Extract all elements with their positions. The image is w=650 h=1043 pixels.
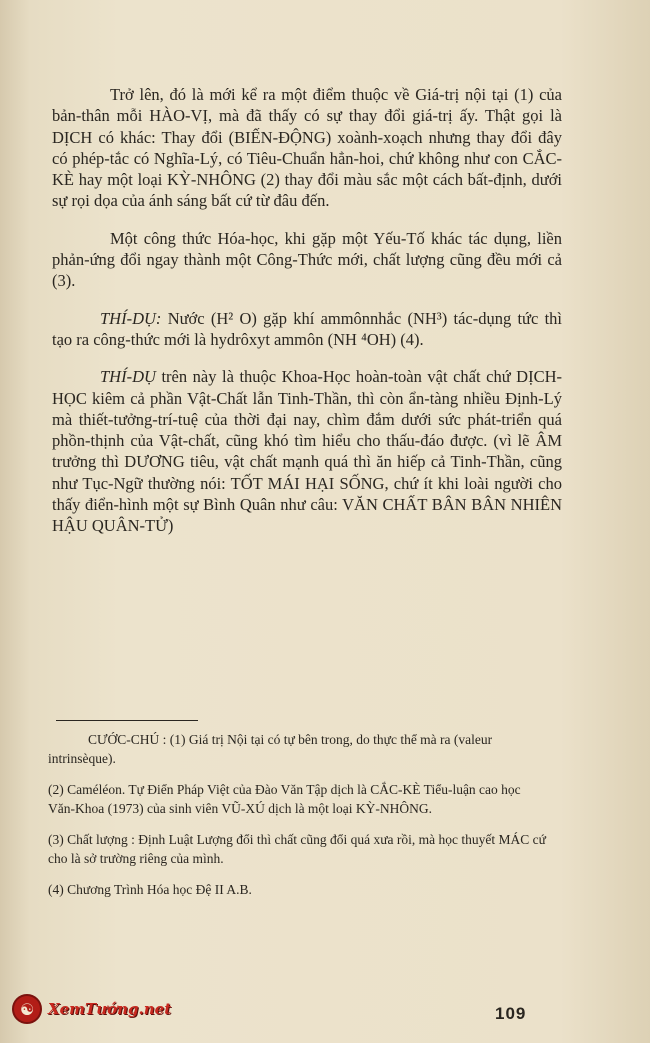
footnote-4: (4) Chương Trình Hóa học Đệ II A.B. <box>48 882 252 897</box>
main-text <box>52 84 562 553</box>
footnote-2: (2) Caméléon. Tự Điển Pháp Việt của Đào Văn Tập dịch là CẮC-KÈ Tiểu-luận cao học Văn-Khoa (1973) của sinh viên VŨ-XÚ dịch là một loại KỲ-NHÔNG. <box>48 782 521 816</box>
example-2-label: THÍ-DỤ <box>100 367 156 387</box>
paragraph-2: Một công thức Hóa-học, khi gặp một Yếu-Tố khác tác dụng, liền phản-ứng đổi ngay thành một Công-Thức mới, chất lượng cũng đều mới cả (3). <box>52 228 562 291</box>
footnotes <box>48 730 548 911</box>
example-2 <box>52 366 562 536</box>
example-1 <box>52 308 562 351</box>
example-1-label: THÍ-DỤ: <box>100 308 162 328</box>
example-2-text: trên này là thuộc Khoa-Học hoàn-toàn vật chất chứ DỊCH-HỌC kiêm cả phần Vật-Chất lẫn Tinh-Thần, thì còn ẩn-tàng nhiều Định-Lý mà thiết-tưởng-trí-tuệ của thời đại nay, chìm đắm dưới sức phát-triển quá phồn-thịnh của Vật-chất, cũng khó tìm hiểu cho thấu-đáo được. (vì lẽ ÂM trưởng thì DƯƠNG tiêu, vật chất mạnh quá thì ăn hiếp cả Tinh-Thần, cũng như Tục-Ngữ thường nói: TỐT MÁI HẠI SỐNG, chứ ít khi loài người cho thấy điển-hình một sự Bình Quân như câu: VĂN CHẤT BÂN BÂN NHIÊN HẬU QUÂN-TỬ) <box>52 367 562 536</box>
watermark-logo <box>12 994 171 1024</box>
yin-yang-icon: ☯ <box>12 994 42 1024</box>
page-number: 109 <box>495 1004 527 1023</box>
footnote-divider <box>56 720 198 721</box>
footnote-3: (3) Chất lượng : Định Luật Lượng đổi thì chất cũng đổi quá xưa rồi, mà học thuyết MÁC cứ cho là sở trường riêng của mình. <box>48 832 546 866</box>
watermark-text: XemTướng.net <box>48 1000 172 1018</box>
footnote-1: CƯỚC-CHÚ : (1) Giá trị Nội tại có tự bên trong, do thực thể mà ra (valeur intrinsèque). <box>48 732 493 766</box>
paragraph-1: Trở lên, đó là mới kể ra một điểm thuộc về Giá-trị nội tại (1) của bản-thân mỗi HÀO-VỊ, mà đã thấy có sự thay đổi giá-trị ấy. Thật gọi là DỊCH có khác: Thay đổi (BIẾN-ĐỘNG) xoành-xoạch nhưng thay đổi đây có phép-tắc có Nghĩa-Lý, có Tiêu-Chuẩn hẳn-hoi, chứ không như con CẮC-KÈ hay một loại KỲ-NHÔNG (2) thay đổi màu sắc một cách bất-định, dưới sự rọi dọa của ánh sáng bất cứ từ đâu đến. <box>52 85 562 211</box>
example-1-text: Nước (H² O) gặp khí ammônnhắc (NH³) tác-dụng tức thì tạo ra công-thức mới là hydrôxyt ammôn (NH ⁴OH) (4). <box>52 308 563 349</box>
